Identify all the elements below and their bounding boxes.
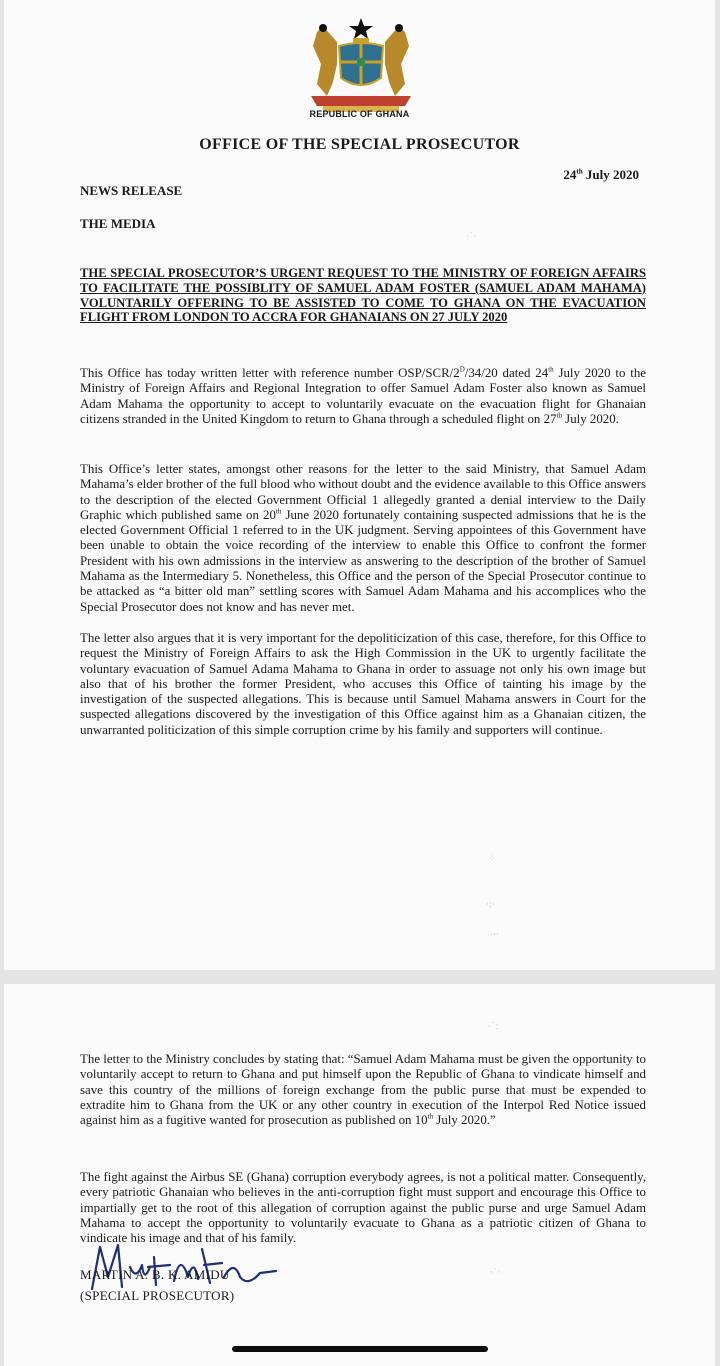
headline: THE SPECIAL PROSECUTOR’S URGENT REQUEST TO THE MINISTRY OF FOREIGN AFFAIRS TO FACILITATE THE POSSIBLITY OF SAMUEL ADAM FOSTER (SAMUEL ADAM MAHAMA) VOLUNTARILY OFFERING TO BE ASSISTED TO COME TO GHANA ON THE EVACUATION FLIGHT FROM LONDON TO ACCRA FOR GHANAIANS ON 27 JULY 2020 [80,266,646,325]
scan-speck: ·:· [486,900,495,910]
paragraph-1: This Office has today written letter with reference number OSP/$SCR/2^D/34/20$ dated 24th July 2020 to the Ministry of Foreign Affairs and Regional Integration to offer Samuel Adam Foster also known as Samuel Adam Mahama the opportunity to accept to voluntarily evacuate on the evacuation flight for Ghanaian citizens stranded in the United Kingdom to return to Ghana through a scheduled flight on 27th July 2020. [80,365,646,426]
signatory-name: MARTIN A. B. K. AMIDU [80,1267,230,1282]
paragraph-5: The fight against the Airbus SE (Ghana) corruption everybody agrees, is not a political matter. Consequently, every patriotic Ghanaian who believes in the anti-corruption fight must support and encourage this Office to impartially get to the root of this allegation of corruption against the public purse and urge Samuel Adam Mahama to accept the opportunity to voluntarily evacuate to Ghana as a patriotic citizen of Ghana to vindicate his image and that of his family. [80,1170,646,1246]
release-date: 24th July 2020 [563,167,639,182]
paragraph-3: The letter also argues that it is very important for the depoliticization of this case, therefore, for this Office to request the Ministry of Foreign Affairs to ask the High Commission in the UK to urgently facilitate the voluntary evacuation of Samuel Adama Mahama to Ghana in order to assuage not only his own image but also that of his brother the former President, who accuses this Office of tainting his image by the investigation of the suspected allegations. This is because until Samuel Mahama answers in Court for the suspected allegations discovered by the investigation of this Office against him as a Ghanaian citizen, the unwarranted politicization of this simple corruption crime by his family and supporters will continue. [80,631,646,737]
scan-speck: ·˙: [488,1022,499,1032]
document-page-1 [4,0,715,970]
scan-speck: ·˙· [490,1268,501,1278]
scan-speck: ·˙· [466,232,477,242]
scan-speck: ⁘ [488,854,496,864]
home-indicator[interactable] [232,1346,488,1352]
audience-label: THE MEDIA [80,216,156,231]
news-release-label: NEWS RELEASE [80,183,183,198]
paragraph-2: This Office’s letter states, amongst other reasons for the letter to the said Ministry, that Samuel Adam Mahama’s elder brother of the full blood who without doubt and the evidence available to this Office answers to the description of the elected Government Official 1 allegedly granted a denial interview to the Daily Graphic which published same on 20th June 2020 fortunately containing suspected admissions that he is the elected Government Official 1 referred to in the UK judgment. Serving appointees of this Government have been unable to obtain the voice recording of the interview to enable this Office to confront the former President with his own admissions in the interview as answering to the description of the brother of Samuel Mahama as the Intermediary 5. Nonetheless, this Office and the person of the Special Prosecutor continue to be attacked as “a bitter old man” settling scores with Samuel Adam Mahama and his accomplices who the Special Prosecutor does not know and has never met. [80,462,647,614]
coat-of-arms-icon [293,12,429,122]
office-title: OFFICE OF THE SPECIAL PROSECUTOR [199,136,520,153]
signatory-title: (SPECIAL PROSECUTOR) [80,1288,235,1303]
emblem-caption: REPUBLIC OF GHANA [309,109,410,119]
handwritten-signature [84,1237,284,1295]
document-page-2 [4,984,715,1366]
paragraph-4: The letter to the Ministry concludes by stating that: “Samuel Adam Mahama must be given the opportunity to voluntarily accept to return to Ghana and put himself upon the Republic of Ghana to vindicate himself and save this country of the millions of foreign exchange from the public purse that must be expended to extradite him to Ghana from the UK or any other country in execution of the Interpol Red Notice issued against him as a fugitive wanted for prosecution as published on 10th July 2020.” [80,1052,646,1128]
scan-speck: ⋯ [490,930,499,940]
